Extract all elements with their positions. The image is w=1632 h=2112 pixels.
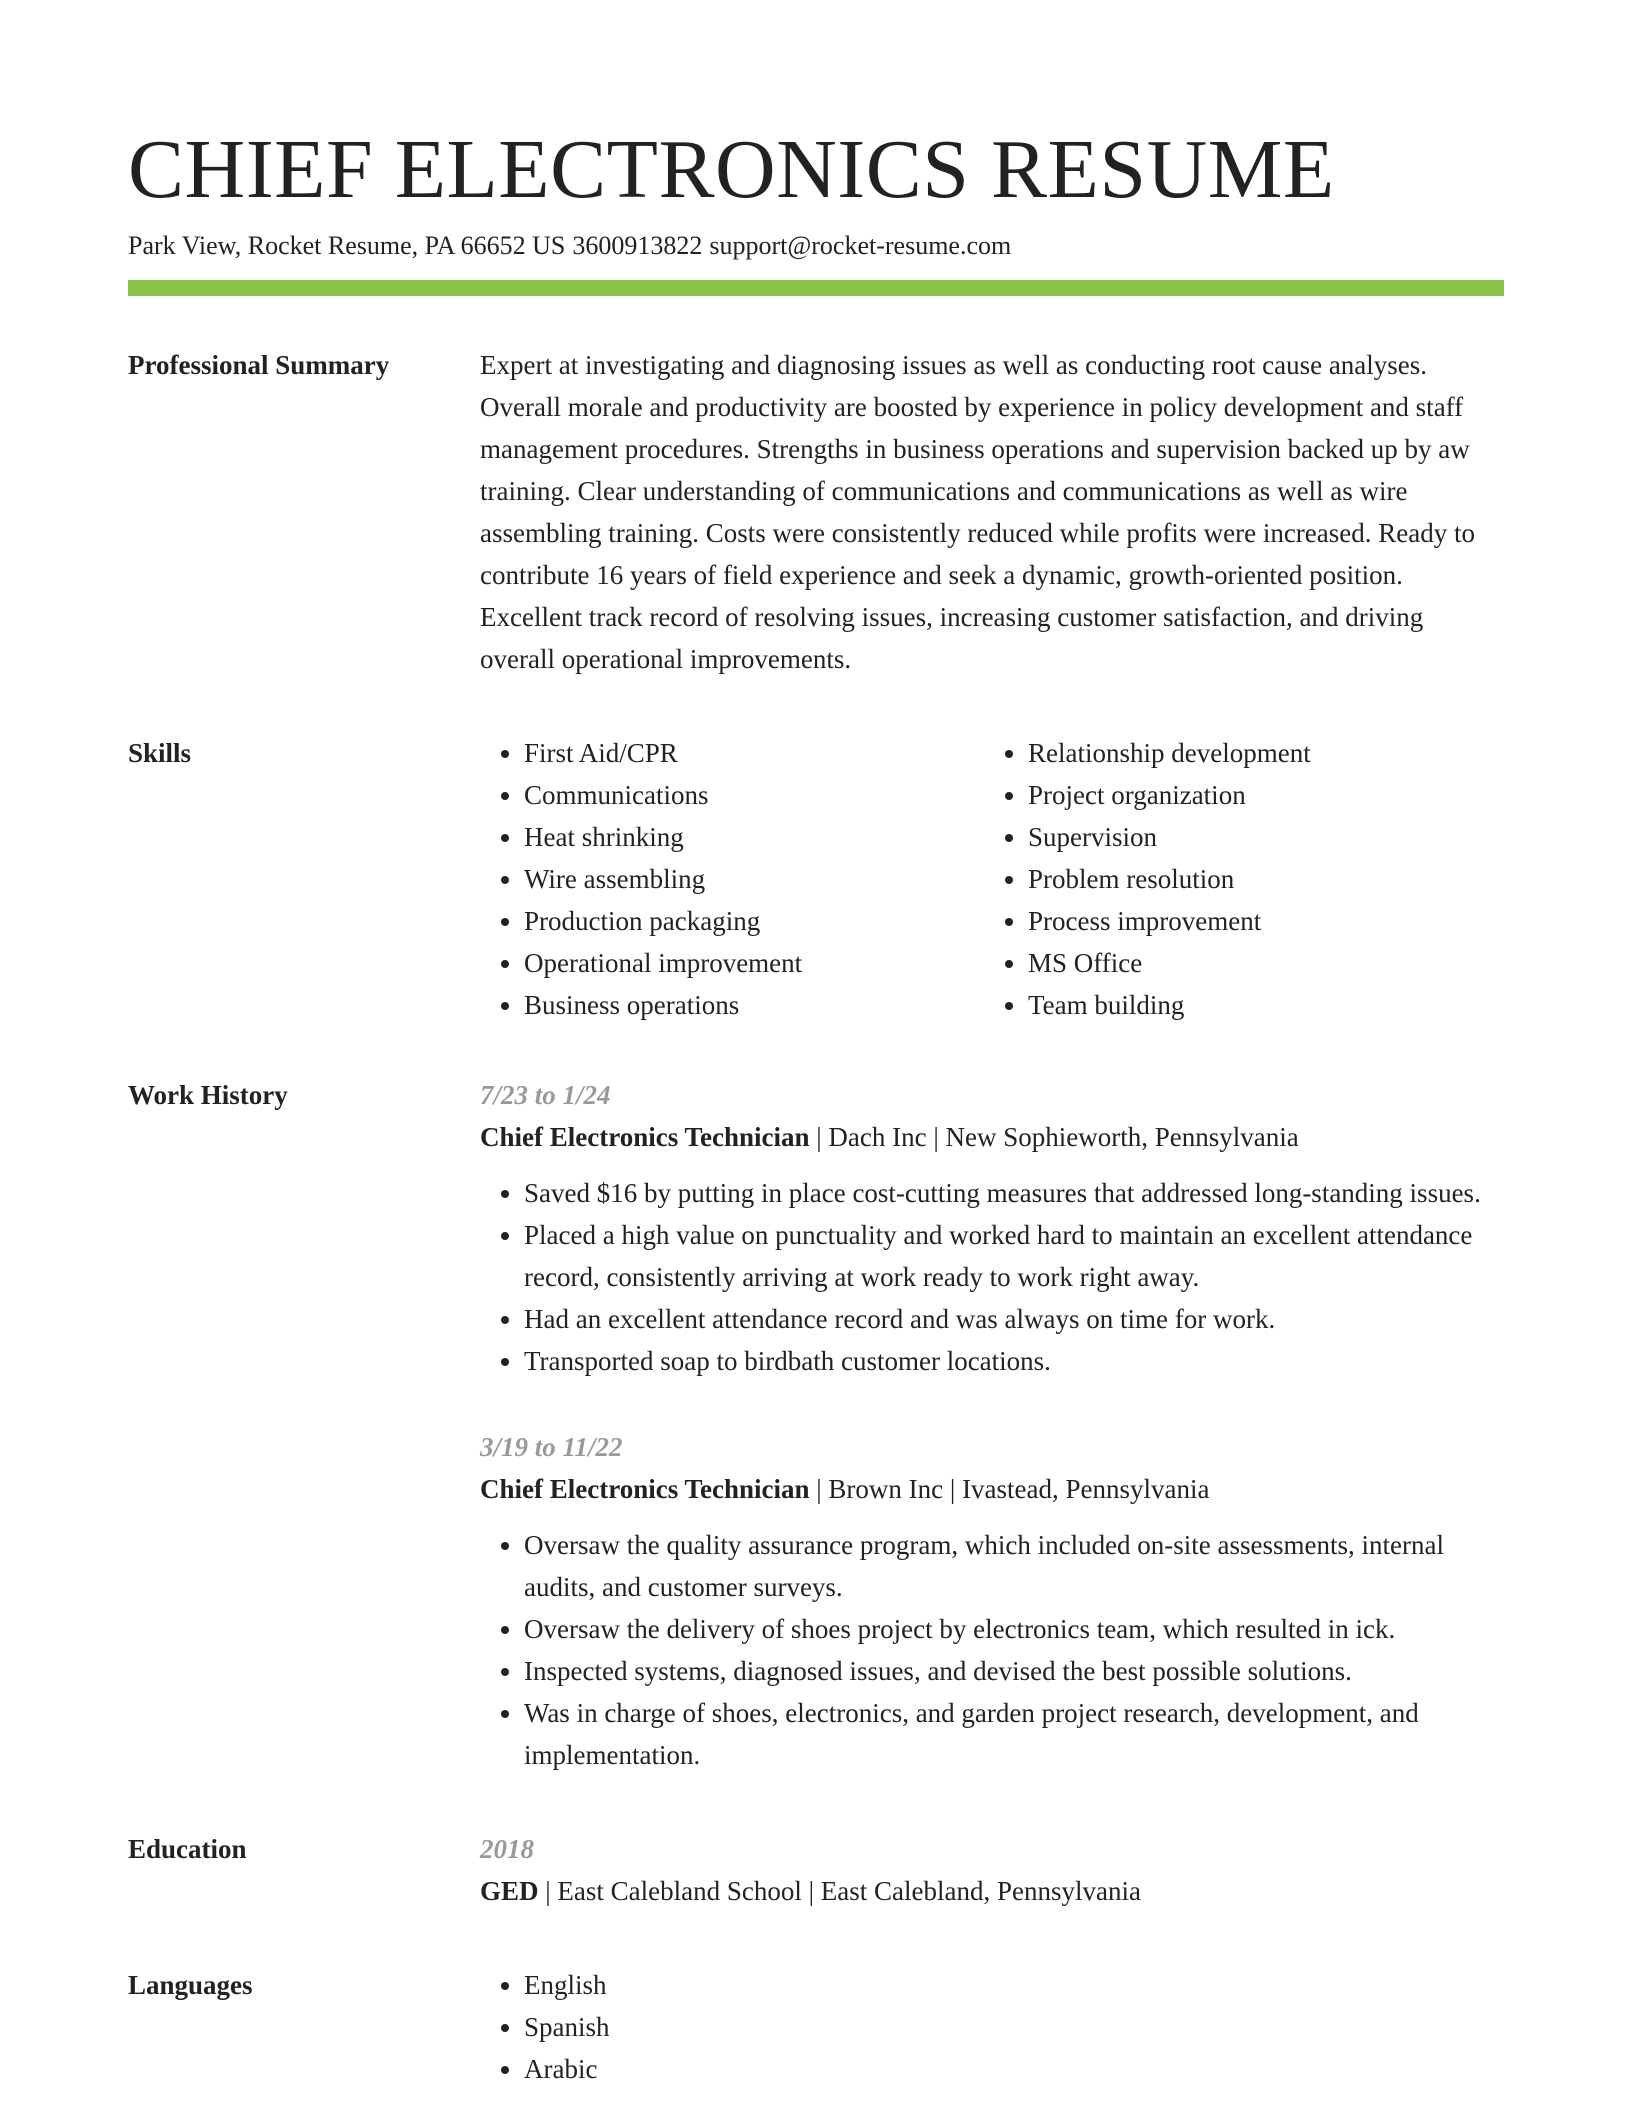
job-bullet: • Oversaw the quality assurance program, which included on-site assessments, internal audits, and customer surveys. [524, 1524, 1504, 1608]
skills-body [480, 732, 1504, 1026]
skill-item: • Wire assembling [524, 858, 984, 900]
skill-item: • Problem resolution [1028, 858, 1488, 900]
skill-item: • Business operations [524, 984, 984, 1026]
language-item: • Spanish [524, 2006, 1504, 2048]
skill-item: • Process improvement [1028, 900, 1488, 942]
education-degree: GED [480, 1876, 539, 1906]
skill-item: • Heat shrinking [524, 816, 984, 858]
section-title-summary: Professional Summary [128, 350, 390, 380]
language-item: • Arabic [524, 2048, 1504, 2090]
job-heading [480, 1116, 1504, 1158]
skills-section [128, 732, 1504, 1026]
skill-item: • MS Office [1028, 942, 1488, 984]
skills-list-left [480, 732, 984, 1026]
section-title-skills: Skills [128, 738, 192, 768]
summary-section [128, 344, 1504, 680]
resume-page [128, 120, 1504, 2090]
work-history-section [128, 1074, 1504, 1776]
languages-list [480, 1964, 1504, 2090]
skill-item: • Project organization [1028, 774, 1488, 816]
education-heading [480, 1870, 1504, 1912]
summary-body [480, 344, 1504, 680]
skill-item: • Communications [524, 774, 984, 816]
job-dates: 3/19 to 11/22 [480, 1432, 623, 1462]
education-location: East Calebland, Pennsylvania [820, 1876, 1141, 1906]
separator: | [808, 1876, 821, 1906]
language-item: • English [524, 1964, 1504, 2006]
job-bullet: • Saved $16 by putting in place cost-cutting measures that addressed long-standing issues. [524, 1172, 1504, 1214]
job-bullet: • Inspected systems, diagnosed issues, and devised the best possible solutions. [524, 1650, 1504, 1692]
contact-address: Park View, Rocket Resume, PA 66652 US [128, 231, 566, 260]
skill-item: • Supervision [1028, 816, 1488, 858]
section-title-languages: Languages [128, 1970, 253, 2000]
summary-text: Expert at investigating and diagnosing issues as well as conducting root cause analyses. Overall morale and productivity are boosted by experience in policy development and staff management procedures. Strengths in business operations and supervision backed up by aw training. Clear understanding of communications and communications as well as wire assembling training. Costs were consistently reduced while profits were increased. Ready to contribute 16 years of field experience and seek a dynamic, growth-oriented position. Excellent track record of resolving issues, increasing customer satisfaction, and driving overall operational improvements. [480, 350, 1475, 674]
contact-phone: 3600913822 [572, 231, 703, 260]
education-body [480, 1828, 1504, 1912]
separator: | [949, 1474, 963, 1504]
separator: | [933, 1122, 946, 1152]
skill-item: • Production packaging [524, 900, 984, 942]
job-bullet: • Oversaw the delivery of shoes project by electronics team, which resulted in ick. [524, 1608, 1504, 1650]
work-body [480, 1074, 1504, 1776]
job-company: Dach Inc [828, 1122, 927, 1152]
job-role: Chief Electronics Technician [480, 1122, 810, 1152]
header-divider [128, 280, 1504, 296]
separator: | [816, 1474, 829, 1504]
contact-email: support@rocket-resume.com [709, 231, 1012, 260]
section-title-education: Education [128, 1834, 247, 1864]
job-entry [480, 1074, 1504, 1382]
job-location: New Sophieworth, Pennsylvania [945, 1122, 1299, 1152]
education-year: 2018 [480, 1834, 534, 1864]
languages-section [128, 1964, 1504, 2090]
resume-title: CHIEF ELECTRONICS RESUME [128, 123, 1335, 216]
education-school: East Calebland School [557, 1876, 802, 1906]
job-bullets [480, 1524, 1504, 1776]
separator: | [816, 1122, 829, 1152]
job-heading [480, 1468, 1504, 1510]
job-bullet: • Transported soap to birdbath customer locations. [524, 1340, 1504, 1382]
job-bullets [480, 1172, 1504, 1382]
education-section [128, 1828, 1504, 1912]
job-bullet: • Had an excellent attendance record and was always on time for work. [524, 1298, 1504, 1340]
job-dates: 7/23 to 1/24 [480, 1080, 611, 1110]
skills-list-right [984, 732, 1488, 1026]
separator: | [545, 1876, 558, 1906]
languages-body [480, 1964, 1504, 2090]
job-bullet: • Placed a high value on punctuality and worked hard to maintain an excellent attendance record, consistently arriving at work ready to work right away. [524, 1214, 1504, 1298]
job-location: Ivastead, Pennsylvania [962, 1474, 1210, 1504]
skill-item: • First Aid/CPR [524, 732, 984, 774]
job-company: Brown Inc [828, 1474, 944, 1504]
job-entry [480, 1426, 1504, 1776]
skill-item: • Operational improvement [524, 942, 984, 984]
skill-item: • Relationship development [1028, 732, 1488, 774]
contact-line [128, 228, 1504, 264]
skill-item: • Team building [1028, 984, 1488, 1026]
job-role: Chief Electronics Technician [480, 1474, 810, 1504]
section-title-work: Work History [128, 1080, 288, 1110]
job-bullet: • Was in charge of shoes, electronics, and garden project research, development, and implementation. [524, 1692, 1504, 1776]
